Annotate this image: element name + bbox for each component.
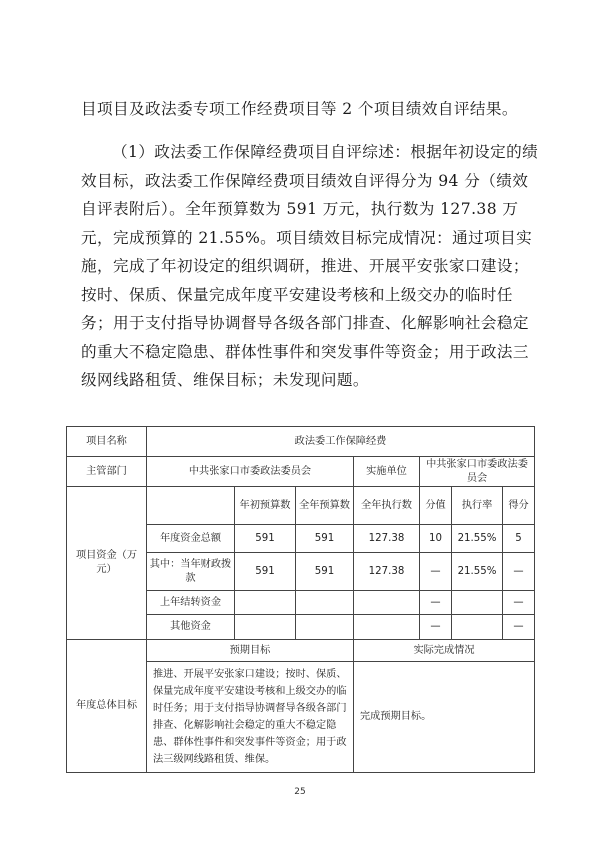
table-cell (235, 591, 296, 615)
col-header-annual-budget: 全年预算数 (296, 487, 354, 525)
table-row (67, 457, 535, 487)
table-row (67, 427, 535, 457)
funds-row-label: 其他资金 (147, 615, 235, 640)
funds-row-label: 上年结转资金 (147, 591, 235, 615)
project-name-value: 政法委工作保障经费 (147, 427, 535, 457)
col-header-exec-rate: 执行率 (452, 487, 503, 525)
funds-row-label: 年度资金总额 (147, 525, 235, 553)
table-cell (296, 615, 354, 640)
table-cell: 10 (420, 525, 452, 553)
table-cell: 127.38 (354, 553, 420, 591)
dept-value: 中共张家口市委政法委员会 (147, 457, 354, 487)
table-cell (147, 487, 235, 525)
col-header-annual-exec: 全年执行数 (354, 487, 420, 525)
table-cell (235, 615, 296, 640)
table-cell: — (503, 553, 535, 591)
body-paragraph-1: 目项目及政法委专项工作经费项目等 2 个项目绩效自评结果。 (81, 100, 518, 118)
actual-result-header: 实际完成情况 (354, 640, 535, 662)
col-header-points: 分值 (420, 487, 452, 525)
table-row (67, 640, 535, 662)
actual-result-text: 完成预期目标。 (354, 662, 535, 773)
table-cell: 21.55% (452, 553, 503, 591)
table-cell (354, 591, 420, 615)
expected-goal-header: 预期目标 (147, 640, 354, 662)
performance-self-evaluation-table (66, 426, 535, 773)
table-cell: — (503, 615, 535, 640)
table-cell (452, 591, 503, 615)
body-paragraph-2: （1）政法委工作保障经费项目自评综述：根据年初设定的绩效目标，政法委工作保障经费项目绩效自评得分为 94 分（绩效自评表附后）。全年预算数为 591 万元，执行数为 127.38 万元，完成预算的 21.55%。项目绩效目标完成情况：通过项目实施，完成了年初设定的组织调研，推进、开展平安张家口建设；按时、保质、保量完成年度平安建设考核和上级交办的临时任务；用于支付指导协调督导各级各部门排查、化解影响社会稳定的重大不稳定隐患、群体性事件和突发事件等资金；用于政法三级网线路租赁、维保目标；未发现问题。 (81, 143, 539, 389)
table-row (67, 487, 535, 525)
dept-label: 主管部门 (67, 457, 147, 487)
table-cell: 21.55% (452, 525, 503, 553)
page-number: 25 (294, 787, 306, 797)
table-cell: 591 (235, 553, 296, 591)
table-cell: 5 (503, 525, 535, 553)
impl-unit-label: 实施单位 (354, 457, 420, 487)
table-cell: — (420, 591, 452, 615)
col-header-score: 得分 (503, 487, 535, 525)
table-cell (296, 591, 354, 615)
impl-unit-value: 中共张家口市委政法委员会 (420, 457, 535, 487)
table-cell: — (420, 553, 452, 591)
table-cell: 591 (296, 525, 354, 553)
table-cell: 591 (296, 553, 354, 591)
table-cell: 591 (235, 525, 296, 553)
project-name-label: 项目名称 (67, 427, 147, 457)
expected-goal-text: 推进、开展平安张家口建设；按时、保质、保量完成年度平安建设考核和上级交办的临时任务；用于支付指导协调督导各级各部门排查、化解影响社会稳定的重大不稳定隐患、群体性事件和突发事件等资金；用于政法三级网线路租赁、维保。 (147, 662, 354, 773)
funds-row-label: 其中：当年财政拨款 (147, 553, 235, 591)
annual-goal-label: 年度总体目标 (67, 640, 147, 773)
table-cell (354, 615, 420, 640)
table-cell: — (420, 615, 452, 640)
col-header-initial-budget: 年初预算数 (235, 487, 296, 525)
table-cell: — (503, 591, 535, 615)
funds-label: 项目资金（万元） (67, 487, 147, 640)
table-cell (452, 615, 503, 640)
table-cell: 127.38 (354, 525, 420, 553)
